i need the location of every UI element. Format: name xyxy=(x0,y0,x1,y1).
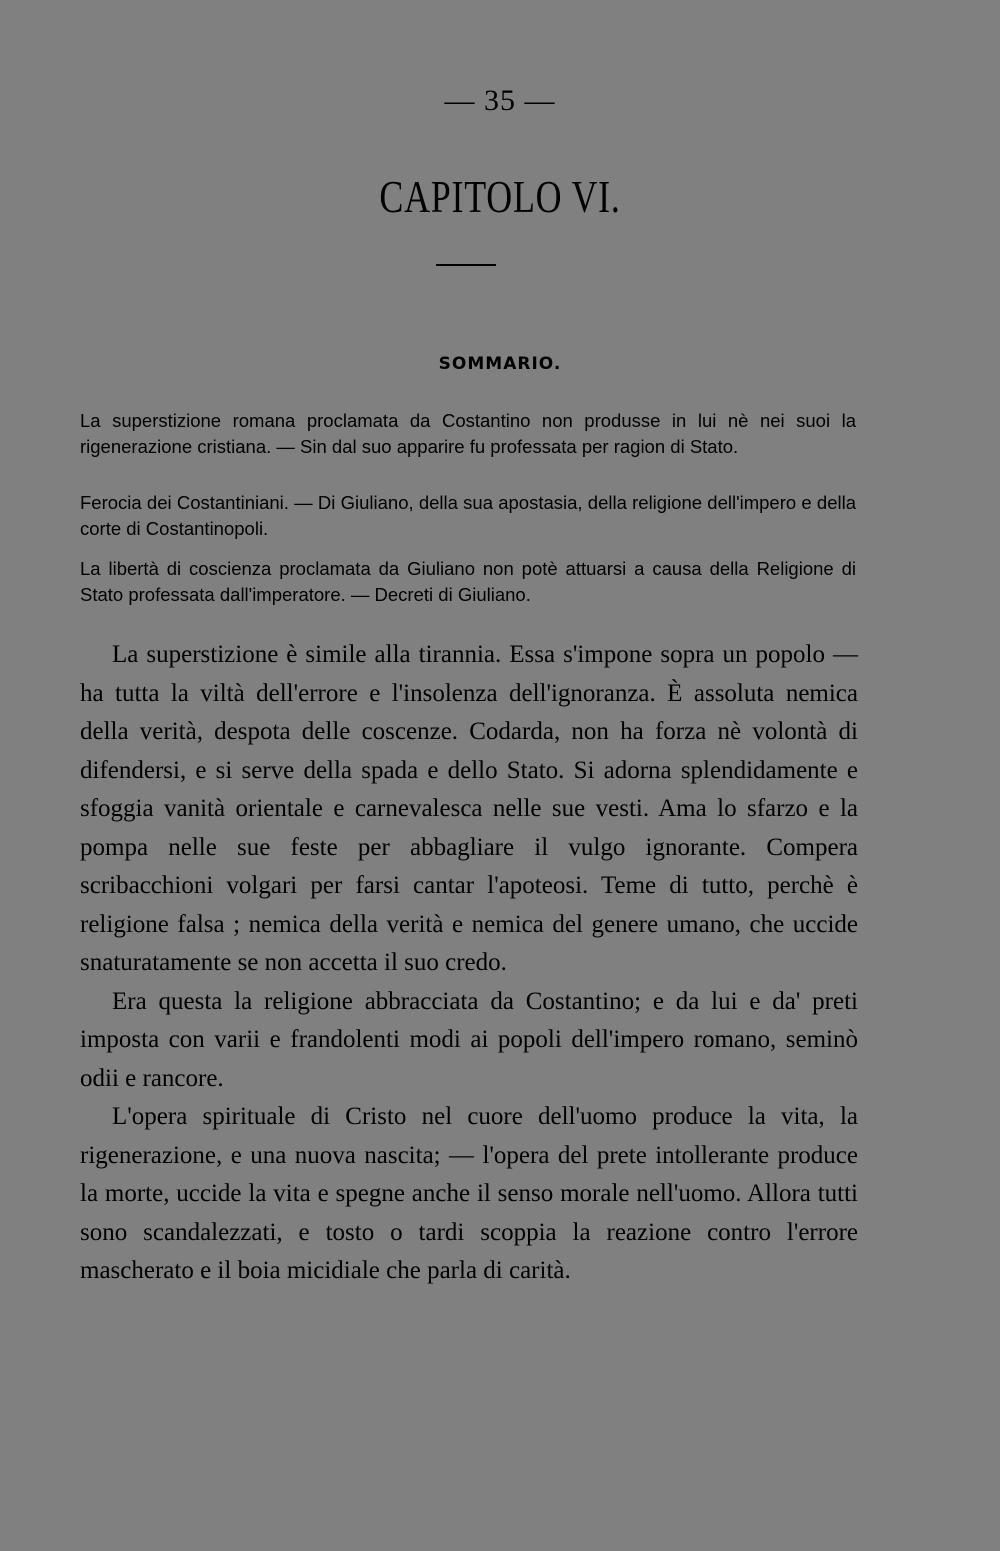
title-rule xyxy=(436,264,496,266)
page-number: — 35 — xyxy=(444,84,556,117)
body-paragraph-3: L'opera spirituale di Cristo nel cuore dell'uomo produce la vita, la rigenerazione, e una nuova nascita; — l'opera del prete intollerante produce la morte, uccide la vita e spegne anche il senso morale nell'uomo. Allora tutti sono scandalezzati, e tosto o tardi scoppia la reazione contro l'errore mascherato e il boia micidiale che parla di carità. xyxy=(80,1103,858,1284)
summary-paragraph-1: La superstizione romana proclamata da Costantino non produsse in lui nè nei suoi la rigenerazione cristiana. — Sin dal suo apparire fu professata per ragion di Stato. xyxy=(80,410,856,457)
body-paragraph-1: La superstizione è simile alla tirannia. Essa s'impone sopra un popolo — ha tutta la viltà dell'errore e l'insolenza dell'ignoranza. È assoluta nemica della verità, despota delle coscenze. Codarda, non ha forza nè volontà di difendersi, e si serve della spada e dello Stato. Si adorna splendidamente e sfoggia vanità orientale e carnevalesca nelle sue vesti. Ama lo sfarzo e la pompa nelle sue feste per abbagliare il vulgo ignorante. Compera scribacchioni volgari per farsi cantar l'apoteosi. Teme di tutto, perchè è religione falsa ; nemica della verità e nemica del genere umano, che uccide snaturatamente se non accetta il suo credo. xyxy=(80,641,858,976)
summary-paragraph-3: La libertà di coscienza proclamata da Giuliano non potè attuarsi a causa della Religione di Stato professata dall'imperatore. — Decreti di Giuliano. xyxy=(80,558,856,605)
chapter-body xyxy=(80,636,858,1291)
summary-heading: SOMMARIO. xyxy=(438,354,562,374)
body-paragraph-2: Era questa la religione abbracciata da Costantino; e da lui e da' preti imposta con varii e frandolenti modi ai popoli dell'impero romano, seminò odii e rancore. xyxy=(80,987,858,1092)
summary-paragraph-2: Ferocia dei Costantiniani. — Di Giuliano, della sua apostasia, della religione dell'impero e della corte di Costantinopoli. xyxy=(80,492,856,539)
chapter-title: CAPITOLO VI. xyxy=(379,171,621,222)
